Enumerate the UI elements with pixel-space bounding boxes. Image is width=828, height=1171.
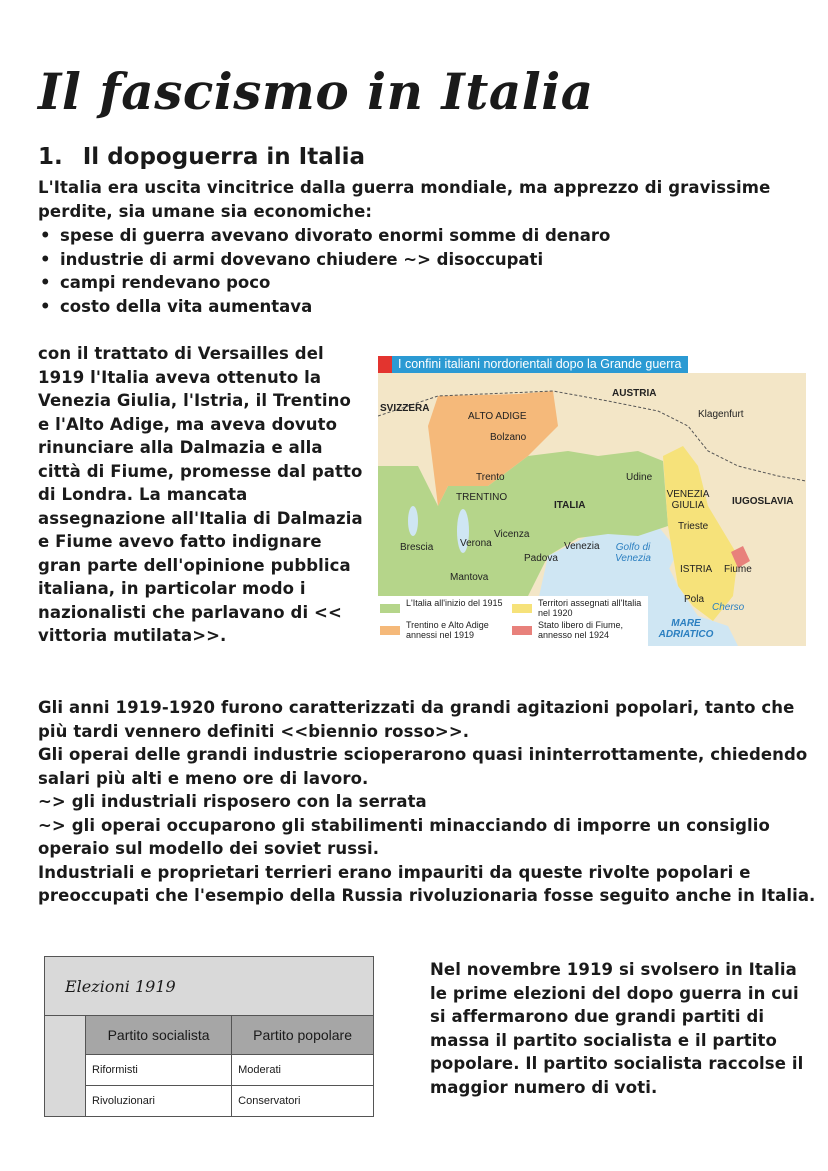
map-label: Venezia bbox=[564, 541, 600, 552]
page-title: Il fascismo in Italia bbox=[38, 62, 594, 121]
map-label: Padova bbox=[524, 553, 558, 564]
map-label: ISTRIA bbox=[680, 564, 713, 575]
table-header: Partito popolare bbox=[232, 1016, 374, 1055]
map-label: Trento bbox=[476, 472, 505, 483]
map-title: I confini italiani nordorientali dopo la Grande guerra bbox=[378, 356, 688, 373]
map-label: ITALIA bbox=[554, 500, 586, 511]
map-label: Pola bbox=[684, 594, 705, 605]
legend-item: Territori assegnati all'Italia nel 1920 bbox=[538, 598, 642, 618]
table-row bbox=[45, 1055, 374, 1086]
map-label: ALTO ADIGE bbox=[468, 411, 527, 422]
table-row bbox=[45, 1086, 374, 1117]
section-title: Il dopoguerra in Italia bbox=[82, 144, 366, 170]
list-item: • spese di guerra avevano divorato enormi somme di denaro bbox=[38, 224, 610, 248]
list-item: • industrie di armi dovevano chiudere ~> disoccupati bbox=[38, 248, 610, 272]
table-header: Partito socialista bbox=[86, 1016, 232, 1055]
table-cell: Riformisti bbox=[86, 1055, 232, 1086]
map-label: Golfo di Venezia bbox=[615, 542, 651, 564]
list-item: • campi rendevano poco bbox=[38, 271, 610, 295]
legend-item: Trentino e Alto Adige annessi nel 1919 bbox=[406, 620, 489, 640]
legend-item: L'Italia all'inizio del 1915 bbox=[406, 598, 503, 608]
map-label: Klagenfurt bbox=[698, 409, 744, 420]
table-cell: Moderati bbox=[232, 1055, 374, 1086]
legend-swatch bbox=[380, 604, 400, 613]
legend-swatch bbox=[512, 604, 532, 613]
biennio-paragraph: Gli anni 1919-1920 furono caratterizzati da grandi agitazioni popolari, tanto che più tardi vennero definiti <<biennio rosso>>. Gli operai delle grandi industrie scioperarono quasi ininterrottamente, chiedendo salari più alti e meno ore di lavoro. ~> gli industriali risposero con la serrata ~> gli operai occuparono gli stabilimenti minacciando di imporre un consiglio operaio sul modello dei soviet russi. Industriali e proprietari terrieri erano impauriti da queste rivolte popolari e preoccupati che l'esempio della Russia rivoluzionaria fosse seguito anche in Italia. bbox=[38, 698, 816, 905]
map-label: Udine bbox=[626, 472, 653, 483]
intro-paragraph: L'Italia era uscita vincitrice dalla guerra mondiale, ma apprezzo di gravissime perdite, sia umane sia economiche: bbox=[38, 178, 771, 221]
consequences-list bbox=[38, 224, 610, 318]
table-cell: Rivoluzionari bbox=[86, 1086, 232, 1117]
map-label: Cherso bbox=[712, 602, 745, 613]
legend-item: Stato libero di Fiume, annesso nel 1924 bbox=[538, 620, 624, 640]
table-cell: Conservatori bbox=[232, 1086, 374, 1117]
map-label: Bolzano bbox=[490, 432, 527, 443]
borders-map bbox=[378, 356, 806, 646]
map-label: TRENTINO bbox=[456, 492, 508, 503]
section-number: 1. bbox=[38, 144, 63, 170]
map-label: IUGOSLAVIA bbox=[732, 496, 794, 507]
map-label: Fiume bbox=[724, 564, 752, 575]
map-label: Mantova bbox=[450, 572, 489, 583]
map-label: Vicenza bbox=[494, 529, 530, 540]
map-label: AUSTRIA bbox=[612, 388, 657, 399]
list-item: • costo della vita aumentava bbox=[38, 295, 610, 319]
elections-paragraph: Nel novembre 1919 si svolsero in Italia le prime elezioni del dopo guerra in cui si affermarono due grandi partiti di massa il partito socialista e il partito popolare. Il partito socialista raccolse il maggior numero di voti. bbox=[430, 960, 804, 1097]
map-label: MARE ADRIATICO bbox=[658, 618, 714, 640]
map-label: Trieste bbox=[678, 521, 709, 532]
legend-swatch bbox=[380, 626, 400, 635]
table-title: Elezioni 1919 bbox=[45, 957, 374, 1016]
legend-swatch bbox=[512, 626, 532, 635]
map-label: Verona bbox=[460, 538, 492, 549]
map-label: SVIZZERA bbox=[380, 403, 430, 414]
section-heading bbox=[38, 144, 365, 170]
versailles-paragraph: con il trattato di Versailles del 1919 l'Italia aveva ottenuto la Venezia Giulia, l'Istria, il Trentino e l'Alto Adige, ma aveva dovuto rinunciare alla Dalmazia e alla città di Fiume, promesse dal patto di Londra. La mancata assegnazione all'Italia di Dalmazia e Fiume avevo fatto indignare gran parte dell'opinione pubblica italiana, in particolar modo i nazionalisti che parlavano di << vittoria mutilata>>. bbox=[38, 344, 363, 645]
map-label: Brescia bbox=[400, 542, 434, 553]
elections-table bbox=[44, 956, 374, 1117]
map-label: VENEZIA GIULIA bbox=[666, 489, 710, 511]
